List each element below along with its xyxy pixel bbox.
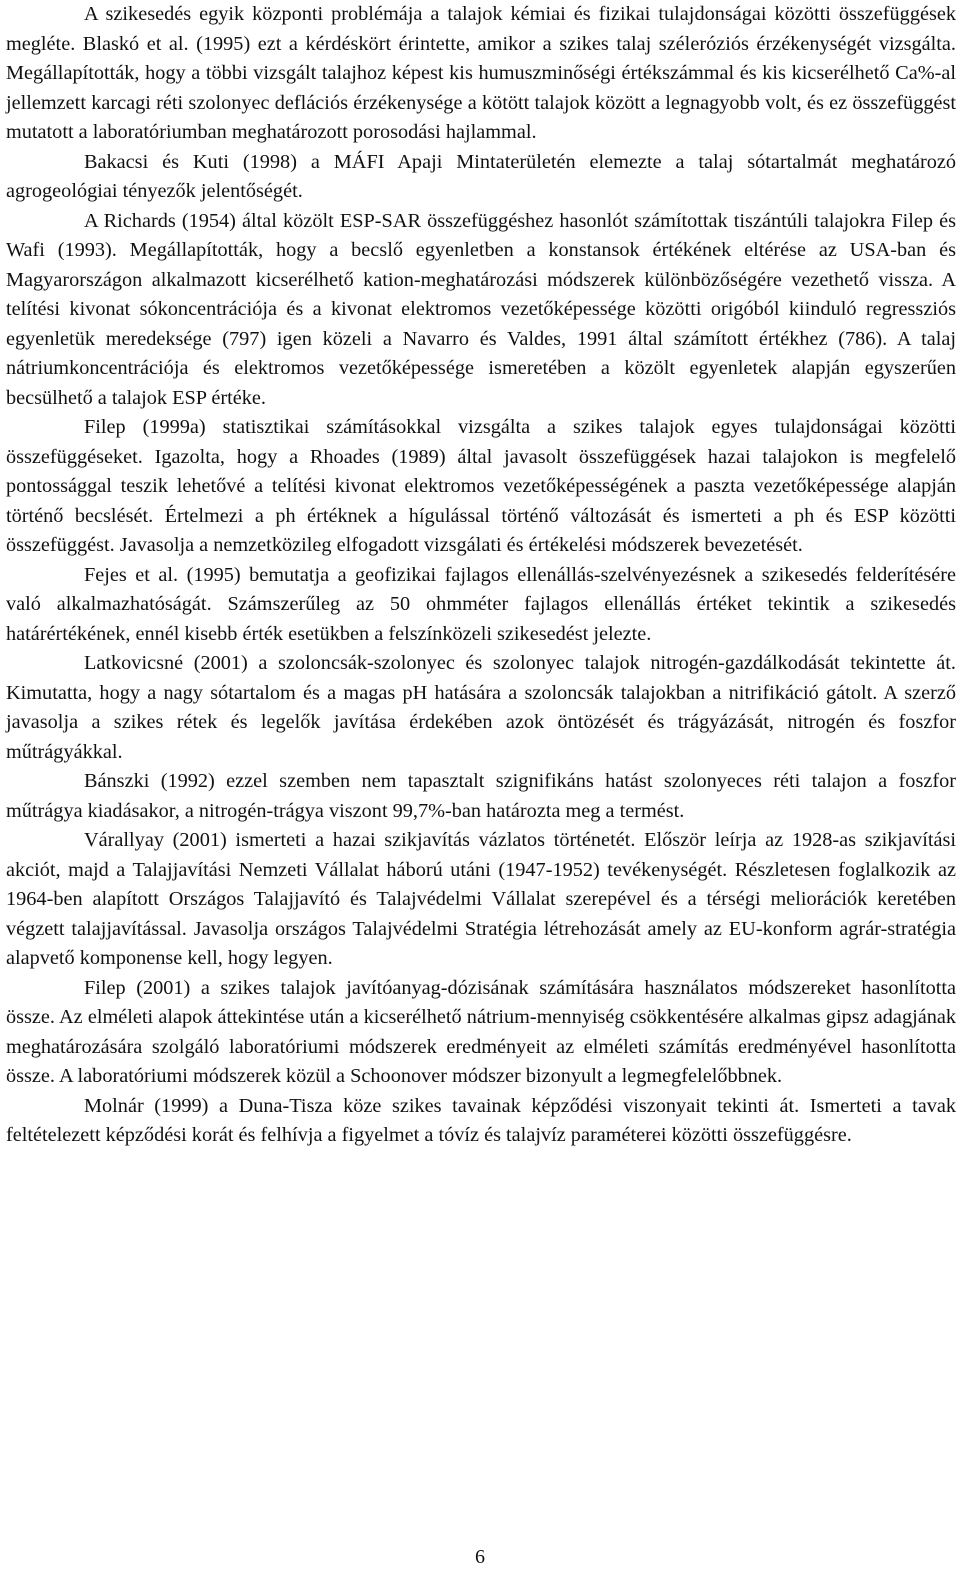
paragraph-filep-1999a: Filep (1999a) statisztikai számításokkal vizsgálta a szikes talajok egyes tulajdonságai közötti összefüggéseket. Igazolta, hogy a Rhoades (1989) által javasolt összefüggések hazai talajokon is megfelelő pontossággal teszik lehetővé a telítési kivonat elektromos vezetőképességének a paszta vezetőképessége alapján történő becslését. Értelmezi a ph értéknek a hígulással történő változását és ismerteti a ph és ESP közötti összefüggést. Javasolja a nemzetközileg elfogadott vizsgálati és értékelési módszerek bevezetését.: [6, 416, 956, 556]
paragraph-latkovicsne: Latkovicsné (2001) a szoloncsák-szolonyec és szolonyec talajok nitrogén-gazdálkodását tekintette át. Kimutatta, hogy a nagy sótartalom és a magas pH hatására a szoloncsák talajokban a nitrifikáció gátolt. A szerző javasolja a szikes rétek és legelők javítása érdekében azok öntözését és trágyázását, nitrogén és foszfor műtrágyákkal.: [6, 652, 956, 763]
paragraph-bakacsi-kuti: Bakacsi és Kuti (1998) a MÁFI Apaji Mintaterületén elemezte a talaj sótartalmát meghatározó agrogeológiai tényezők jelentőségét.: [6, 150, 956, 202]
paragraph-richards: A Richards (1954) által közölt ESP-SAR összefüggéshez hasonlót számítottak tiszántúli talajokra Filep és Wafi (1993). Megállapították, hogy a becslő egyenletben a konstansok értékének eltérése az USA-ban és Magyarországon alkalmazott kicserélhető kation-meghatározási módszerek különbözőségére vezethető vissza. A telítési kivonat sókoncentrációja és a kivonat elektromos vezetőképessége közötti origóból kiinduló regressziós egyenletük meredeksége (797) igen közeli a Navarro és Valdes, 1991 által számított értékhez (786). A talaj nátriumkoncentrációja és elektromos vezetőképessége ismeretében a közölt egyenletek alapján egyszerűen becsülhető a talajok ESP értéke.: [6, 209, 956, 409]
page-number: 6: [475, 1546, 485, 1568]
paragraph-molnar: Molnár (1999) a Duna-Tisza köze szikes tavainak képződési viszonyait tekinti át. Ismerteti a tavak feltételezett képződési korát és felhívja a figyelmet a tóvíz és talajvíz paraméterei közötti összefüggésre.: [6, 1094, 956, 1146]
paragraph-szikesedes: A szikesedés egyik központi problémája a talajok kémiai és fizikai tulajdonságai közötti összefüggések megléte. Blaskó et al. (1995) ezt a kérdéskört érintette, amikor a szikes talaj széleróziós érzékenységét vizsgálta. Megállapították, hogy a többi vizsgált talajhoz képest kis humuszminőségi értékszámmal és kis kicserélhető Ca%-al jellemzett karcagi réti szolonyec deflációs érzékenysége a kötött talajok között a legnagyobb volt, és ez összefüggést mutatott a laboratóriumban meghatározott porosodási hajlammal.: [6, 3, 956, 143]
paragraph-filep-2001: Filep (2001) a szikes talajok javítóanyag-dózisának számítására használatos módszereket hasonlította össze. Az elméleti alapok áttekintése után a kicserélhető nátrium-mennyiség csökkentésére alkalmas gipsz adagjának meghatározására szolgáló laboratóriumi módszerek eredményeit az elméleti számítás eredményével hasonlította össze. A laboratóriumi módszerek közül a Schoonover módszer bizonyult a legmegfelelőbbnek.: [6, 976, 956, 1087]
paragraph-varallyay: Várallyay (2001) ismerteti a hazai szikjavítás vázlatos történetét. Először leírja az 1928-as szikjavítási akciót, majd a Talajjavítási Nemzeti Vállalat háború utáni (1947-1952) tevékenységét. Részletesen foglalkozik az 1964-ben alapított Országos Talajjavító és Talajvédelmi Vállalat szerepével és a térségi meliorációk keretében végzett talajjavítással. Javasolja országos Talajvédelmi Stratégia létrehozását amely az EU-konform agrár-stratégia alapvető komponense kell, hogy legyen.: [6, 829, 956, 969]
paragraph-banszki: Bánszki (1992) ezzel szemben nem tapasztalt szignifikáns hatást szolonyeces réti talajon a foszfor műtrágya kiadásakor, a nitrogén-trágya viszont 99,7%-ban határozta meg a termést.: [6, 770, 956, 822]
document-body: [6, 0, 956, 1151]
paragraph-fejes: Fejes et al. (1995) bemutatja a geofizikai fajlagos ellenállás-szelvényezésnek a szikesedés felderítésére való alkalmazhatóságát. Számszerűleg az 50 ohmméter fajlagos ellenállás értéket tekintik a szikesedés határértékének, ennél kisebb érték esetükben a felszínközeli szikesedést jelezte.: [6, 563, 956, 645]
